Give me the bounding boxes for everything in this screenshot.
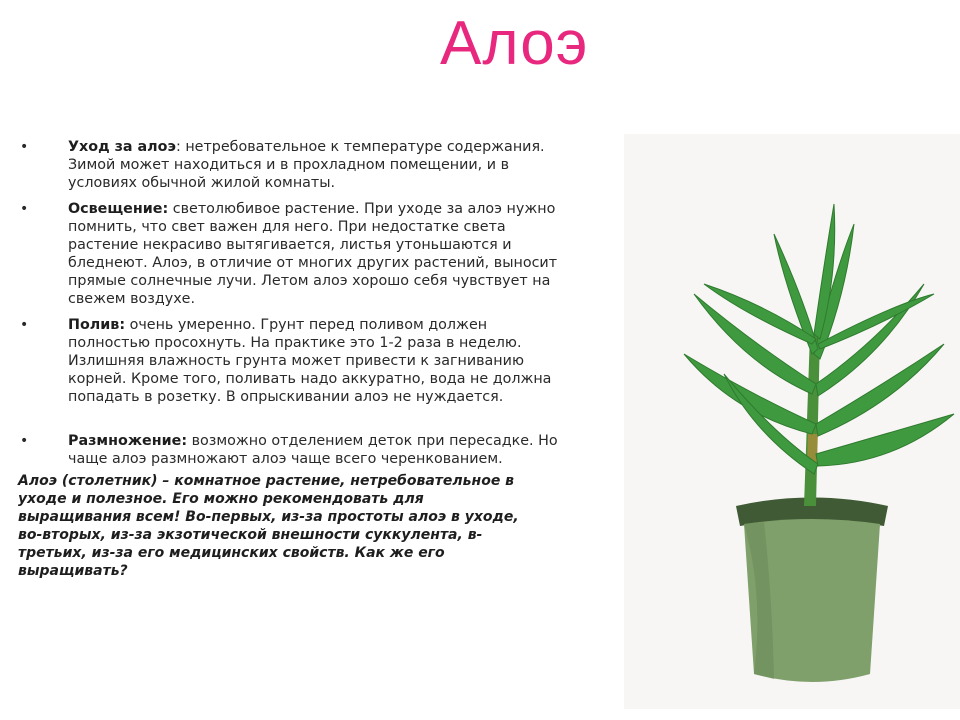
page-title: Алоэ: [440, 9, 589, 78]
leaf: [684, 354, 816, 434]
section-heading: Полив:: [68, 317, 126, 333]
bullet-icon: •: [20, 433, 29, 449]
leaves: [684, 204, 954, 474]
list-item-lighting: [18, 200, 558, 308]
bullet-icon: •: [20, 317, 29, 333]
section-heading: Размножение:: [68, 433, 188, 449]
section-text: нетребовательное к температуре содержания. Зимой может находиться и в прохладном помещении, и в условиях обычной жилой комнаты.: [68, 139, 545, 191]
section-text: возможно отделением деток при пересадке. Но чаще алоэ размножают алоэ чаще всего черенкованием.: [68, 433, 558, 467]
list-item-propagation: [18, 432, 558, 468]
aloe-plant-image: [624, 134, 960, 709]
aloe-plant-illustration: [624, 134, 960, 709]
section-separator: :: [175, 139, 181, 155]
section-text: очень умеренно. Грунт перед поливом должен полностью просохнуть. На практике это 1-2 раза в неделю. Излишняя влажность грунта может привести к загниванию корней. Кроме того, поливать надо аккуратно, вода не должна попадать в розетку. В опрыскивании алоэ не нуждается.: [68, 317, 552, 405]
care-list: [18, 138, 558, 468]
list-item-watering: [18, 316, 558, 406]
summary-note: Алоэ (столетник) – комнатное растение, нетребовательное в уходе и полезное. Его можно рекомендовать для выращивания всем! Во-первых, из-за простоты алоэ в уходе, во-вторых, из-за экзотической внешности суккулента, в-третьих, из-за его медицинских свойств. Как же его выращивать?: [18, 473, 519, 579]
bullet-icon: •: [20, 201, 29, 217]
text-content: [18, 138, 558, 580]
section-heading: Освещение:: [68, 201, 169, 217]
section-text: светолюбивое растение. При уходе за алоэ нужно помнить, что свет важен для него. При недостатке света растение некрасиво вытягивается, листья утоньшаются и бледнеют. Алоэ, в отличие от многих других растений, выносит прямые солнечные лучи. Летом алоэ хорошо себя чувствует на свежем воздухе.: [68, 201, 558, 307]
list-item-care: [18, 138, 558, 192]
section-heading: Уход за алоэ: [68, 139, 176, 155]
bullet-icon: •: [20, 139, 29, 155]
